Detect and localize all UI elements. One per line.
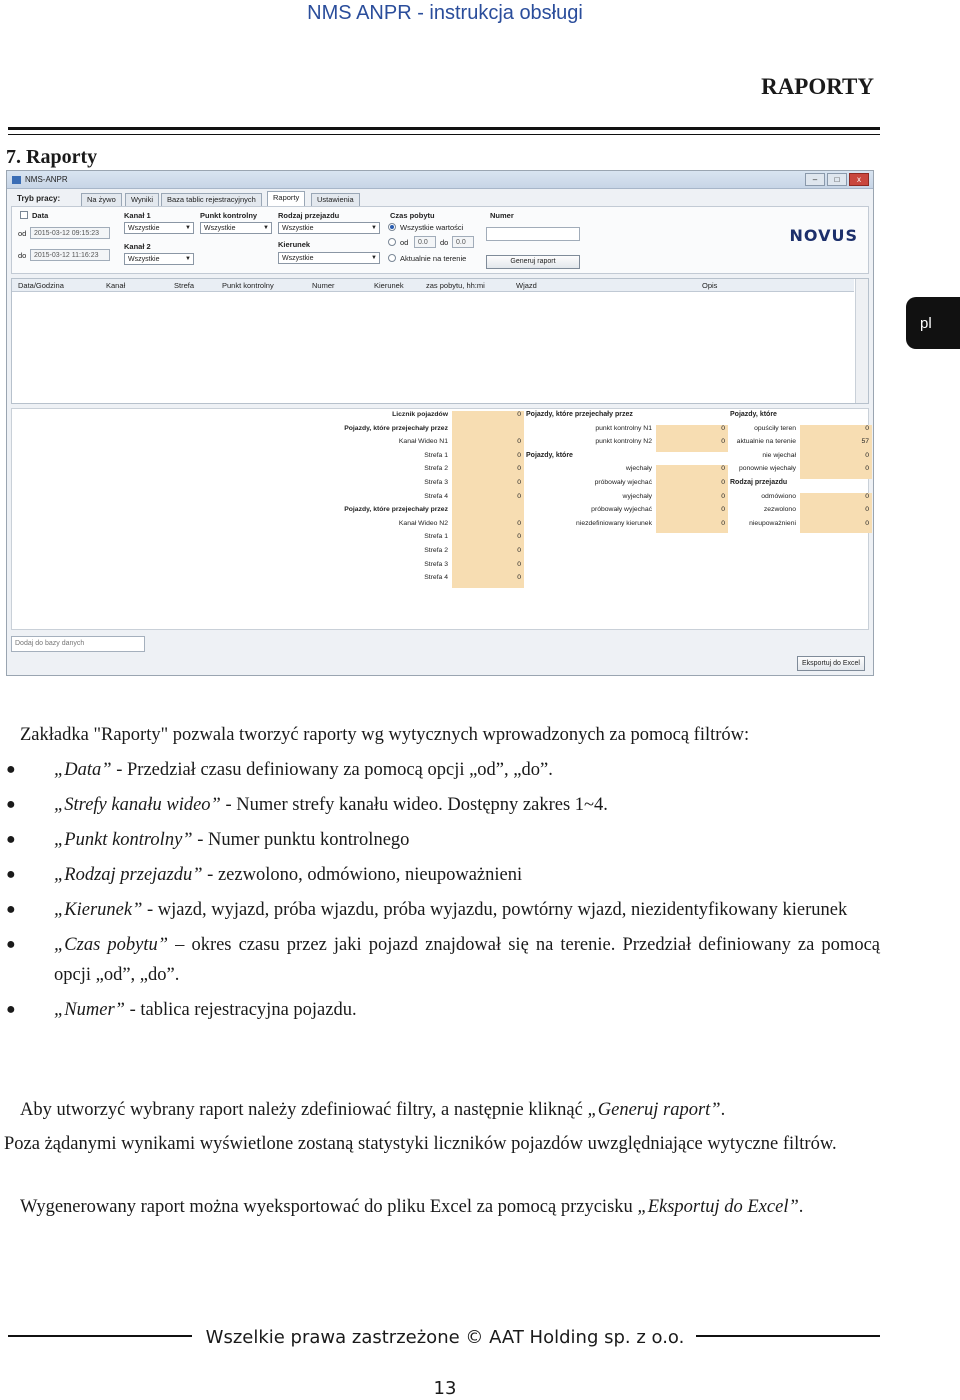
stats-label: nie wjechał [762, 451, 796, 459]
stats-row [730, 452, 872, 465]
stats-label: Kanał Wideo N2 [398, 519, 448, 527]
list-item-text: - Przedział czasu definiowany za pomocą opcji „od”, „do”. [111, 760, 553, 780]
stats-value: 0 [800, 465, 872, 479]
list-item: ● „Data” - Przedział czasu definiowany za pomocą opcji „od”, „do”. [6, 760, 553, 780]
instruction-paragraph: Aby utworzyć wybrany raport należy zdefiniować filtry, a następnie kliknąć „Generuj raport”. [20, 1100, 726, 1120]
stats-value: 0 [800, 493, 872, 507]
list-item-text: - Numer punktu kontrolnego [192, 830, 410, 850]
tab-reports[interactable]: Raporty [267, 191, 305, 206]
stats-label: Strefa 1 [424, 533, 448, 541]
maximize-button[interactable]: □ [827, 173, 847, 186]
col-direction[interactable]: Kierunek [374, 281, 404, 290]
stats-row [526, 425, 728, 438]
stats-label: nieupoważnieni [749, 519, 796, 527]
app-icon [12, 176, 21, 184]
stats-row [292, 438, 524, 451]
stats-value: 0 [452, 547, 524, 561]
stats-label: wyjechały [622, 492, 652, 500]
list-item-term: „Rodzaj przejazdu” [54, 865, 203, 885]
stats-label: Licznik pojazdów [392, 411, 448, 418]
list-item: ● „Rodzaj przejazdu” - zezwolono, odmówiono, nieupoważnieni [6, 865, 523, 885]
tab-live[interactable]: Na żywo [81, 193, 122, 206]
stats-label: Kanał Wideo N1 [398, 438, 448, 446]
stats-heading: Pojazdy, które [730, 411, 777, 418]
title-bar [7, 171, 873, 189]
list-item-text: - wjazd, wyjazd, próba wjazdu, próba wyjazdu, powtórny wjazd, niezidentyfikowany kierunek [142, 900, 848, 920]
passage-type-label: Rodzaj przejazdu [278, 211, 340, 220]
date-label: Data [32, 211, 49, 220]
list-item-text: - zezwolono, odmówiono, nieupoważnieni [202, 865, 523, 885]
stats-value: 0 [656, 493, 728, 507]
channel1-label: Kanał 1 [124, 211, 151, 220]
section-title: RAPORTY [761, 74, 874, 99]
export-paragraph: Wygenerowany raport można wyeksportować do pliku Excel za pomocą przycisku „Eksportuj do Excel”. [4, 1192, 876, 1222]
stats-row [526, 479, 728, 492]
stats-value: 0 [452, 561, 524, 575]
header-rule-thin [8, 134, 880, 135]
stay-current-radio[interactable] [388, 254, 396, 262]
footer-copyright: Wszelkie prawa zastrzeżone © AAT Holding sp. z o.o. [205, 1327, 685, 1348]
stats-row [292, 425, 524, 438]
app-window [6, 170, 874, 676]
stats-value: 0 [656, 479, 728, 493]
minimize-button[interactable]: – [805, 173, 825, 186]
stats-value: 0 [656, 425, 728, 439]
stats-row [730, 425, 872, 438]
stats-label: zezwolono [763, 506, 796, 514]
stats-value [452, 425, 524, 439]
stats-row [730, 506, 872, 519]
stats-value: 0 [452, 520, 524, 534]
stats-row [292, 465, 524, 478]
stats-value: 0 [800, 452, 872, 466]
stats-value: 0 [800, 506, 872, 520]
stats-heading: Pojazdy, które [526, 451, 573, 459]
stats-label: Pojazdy, które przejechały przez [344, 424, 448, 432]
stats-value: 0 [656, 465, 728, 479]
stats-value: 0 [452, 533, 524, 547]
stats-row [526, 465, 728, 478]
date-to-field[interactable]: 2015-03-12 11:16:23 [30, 249, 110, 261]
stay-to-label: do [440, 238, 449, 247]
running-header: NMS ANPR - instrukcja obsługi [307, 2, 583, 24]
list-item-term: „Kierunek” [54, 900, 143, 920]
stats-row [292, 547, 524, 560]
novus-logo: NOVUS [789, 226, 858, 245]
instruction-text: Aby utworzyć wybrany raport należy zdefiniować filtry, a następnie kliknąć [20, 1100, 588, 1120]
stats-value: 0 [656, 506, 728, 520]
stay-all-label: Wszystkie wartości [400, 223, 464, 232]
channel2-select[interactable]: Wszystkie ▼ [124, 253, 194, 265]
results-grid [11, 278, 869, 404]
tab-results[interactable]: Wyniki [125, 193, 159, 206]
add-to-db-input[interactable]: Dodaj do bazy danych [11, 636, 145, 652]
stats-value: 0 [452, 493, 524, 507]
stats-value: 0 [452, 438, 524, 452]
stats-label: aktualnie na terenie [736, 438, 796, 446]
grid-header [12, 279, 854, 292]
language-tab [906, 297, 960, 349]
list-item: ● „Strefy kanału wideo” - Numer strefy kanału wideo. Dostępny zakres 1~4. [6, 795, 608, 815]
stats-row [292, 411, 524, 424]
stats-label: Strefa 2 [424, 465, 448, 473]
stats-value: 0 [452, 574, 524, 588]
stats-label: Strefa 1 [424, 451, 448, 459]
stats-heading: Rodzaj przejazdu [730, 479, 788, 486]
stats-row [292, 452, 524, 465]
col-datetime[interactable]: Data/Godzina [18, 281, 64, 290]
stats-row [292, 493, 524, 506]
stay-from-label: od [400, 238, 409, 247]
stats-value: 0 [452, 479, 524, 493]
mode-label: Tryb pracy: [17, 194, 61, 203]
export-excel-button[interactable]: Eksportuj do Excel [797, 656, 865, 671]
stay-from-field[interactable]: 0.0 [414, 236, 436, 248]
col-entry[interactable]: Wjazd [516, 281, 537, 290]
stats-row [292, 533, 524, 546]
stay-time-label: Czas pobytu [390, 211, 435, 220]
passage-type-select[interactable]: Wszystkie ▼ [278, 222, 380, 234]
stats-value: 0 [452, 411, 524, 425]
channel1-select[interactable]: Wszystkie ▼ [124, 222, 194, 234]
header-rule [8, 127, 880, 130]
list-item-term: „Numer” [54, 1000, 125, 1020]
stats-row [526, 520, 728, 533]
col-channel[interactable]: Kanał [106, 281, 126, 290]
stats-row [730, 520, 872, 533]
page-number: 13 [433, 1378, 457, 1399]
stats-label: Strefa 2 [424, 547, 448, 554]
close-button[interactable]: x [849, 173, 869, 186]
stats-value: 0 [800, 425, 872, 439]
stats-row [526, 493, 728, 506]
stats-label: próbowały wjechać [594, 479, 652, 486]
stats-value: 0 [452, 465, 524, 479]
stats-row [730, 438, 872, 451]
tab-settings[interactable]: Ustawienia [311, 193, 360, 206]
list-item: ● „Numer” - tablica rejestracyjna pojazdu. [6, 1000, 357, 1020]
list-item: ● „Czas pobytu” – okres czasu przez jaki pojazd znajdował się na terenie. Przedział definiowany za pomocą opcji „od”, „do”. [6, 935, 880, 985]
list-item-term: „Data” [54, 760, 112, 780]
stats-label: niezdefiniowany kierunek [576, 519, 652, 527]
list-item: ● „Kierunek” - wjazd, wyjazd, próba wjazdu, próba wyjazdu, powtórny wjazd, niezidentyfikowany kierunek [6, 900, 848, 920]
stats-label: wjechały [625, 465, 652, 473]
filter-list [0, 755, 880, 1030]
language-label: pl [920, 314, 932, 332]
chapter-heading: 7. Raporty [6, 146, 98, 168]
checkpoint-label: Punkt kontrolny [200, 211, 258, 220]
stay-range-radio[interactable] [388, 238, 396, 246]
stats-paragraph: Poza żądanymi wynikami wyświetlone zostaną statystyki liczników pojazdów uwzględniające wytyczne filtrów. [4, 1134, 837, 1154]
stats-value: 0 [656, 520, 728, 534]
direction-label: Kierunek [278, 240, 311, 249]
list-item-term: „Czas pobytu” [54, 935, 169, 955]
stats-label: Strefa 4 [424, 492, 448, 500]
from-label: od [18, 229, 27, 238]
stats-row [730, 493, 872, 506]
stats-label: punkt kontrolny N1 [595, 424, 652, 432]
col-description[interactable]: Opis [702, 281, 718, 290]
list-item-text: - Numer strefy kanału wideo. Dostępny zakres 1~4. [220, 795, 608, 815]
export-text: Wygenerowany raport można wyeksportować do pliku Excel za pomocą przycisku [20, 1197, 638, 1217]
generate-report-button[interactable]: Generuj raport [486, 255, 580, 269]
number-label: Numer [490, 211, 514, 220]
stats-value: 0 [452, 452, 524, 466]
stats-row [292, 561, 524, 574]
stats-row [292, 506, 524, 519]
stats-heading: Pojazdy, które przejechały przez [526, 411, 633, 418]
checkpoint-select[interactable]: Wszystkie ▼ [200, 222, 272, 234]
direction-select[interactable]: Wszystkie ▼ [278, 252, 380, 264]
stats-row [526, 506, 728, 519]
intro-paragraph: Zakładka "Raporty" pozwala tworzyć raporty wg wytycznych wprowadzonych za pomocą filtrów: [20, 725, 750, 745]
stats-row [292, 479, 524, 492]
col-stay-time[interactable]: zas pobytu, hh:mi [426, 281, 485, 290]
window-title: NMS-ANPR [25, 175, 68, 184]
stats-label: Strefa 3 [424, 560, 448, 568]
date-from-field[interactable]: 2015-03-12 09:15:23 [30, 227, 110, 239]
channel2-label: Kanał 2 [124, 242, 151, 251]
export-term: „Eksportuj do Excel” [637, 1197, 799, 1217]
stay-to-field[interactable]: 0.0 [452, 236, 474, 248]
filter-panel [11, 206, 869, 274]
list-item-text: - tablica rejestracyjna pojazdu. [124, 1000, 357, 1020]
list-item-term: „Punkt kontrolny” [54, 830, 193, 850]
col-number[interactable]: Numer [312, 281, 335, 290]
stats-label: ponownie wjechały [738, 465, 796, 473]
stats-row [526, 438, 728, 451]
stats-label: próbowały wyjechać [591, 506, 652, 514]
stay-current-label: Aktualnie na terenie [400, 254, 467, 263]
date-checkbox[interactable] [20, 211, 28, 219]
stats-label: punkt kontrolny N2 [595, 438, 652, 446]
stats-row [292, 574, 524, 587]
list-item-text: – okres czasu przez jaki pojazd znajdował się na terenie. Przedział definiowany za pomocą opcji „od”, „do”. [54, 935, 880, 985]
to-label: do [18, 251, 27, 260]
list-item: ● „Punkt kontrolny” - Numer punktu kontrolnego [6, 830, 410, 850]
stats-label: Strefa 3 [424, 479, 448, 486]
stats-value: 0 [656, 438, 728, 452]
mode-tabs [15, 191, 865, 206]
stats-label: Pojazdy, które przejechały przez [344, 506, 448, 514]
col-checkpoint[interactable]: Punkt kontrolny [222, 281, 274, 290]
grid-scrollbar[interactable] [855, 279, 868, 403]
stats-label: odmówiono [761, 492, 796, 500]
stats-row [730, 465, 872, 478]
col-zone[interactable]: Strefa [174, 281, 195, 290]
stats-label: opuściły teren [754, 424, 796, 432]
list-item-term: „Strefy kanału wideo” [54, 795, 221, 815]
tab-plate-db[interactable]: Baza tablic rejestracyjnych [161, 193, 262, 206]
statistics-panel [11, 408, 869, 630]
stats-value: 57 [800, 438, 872, 452]
stats-row [292, 520, 524, 533]
stats-value [452, 506, 524, 520]
stats-value: 0 [800, 520, 872, 534]
number-input[interactable] [486, 227, 580, 241]
stats-label: Strefa 4 [424, 574, 448, 582]
instruction-term: „Generuj raport” [587, 1100, 721, 1120]
stay-all-radio[interactable] [388, 223, 396, 231]
